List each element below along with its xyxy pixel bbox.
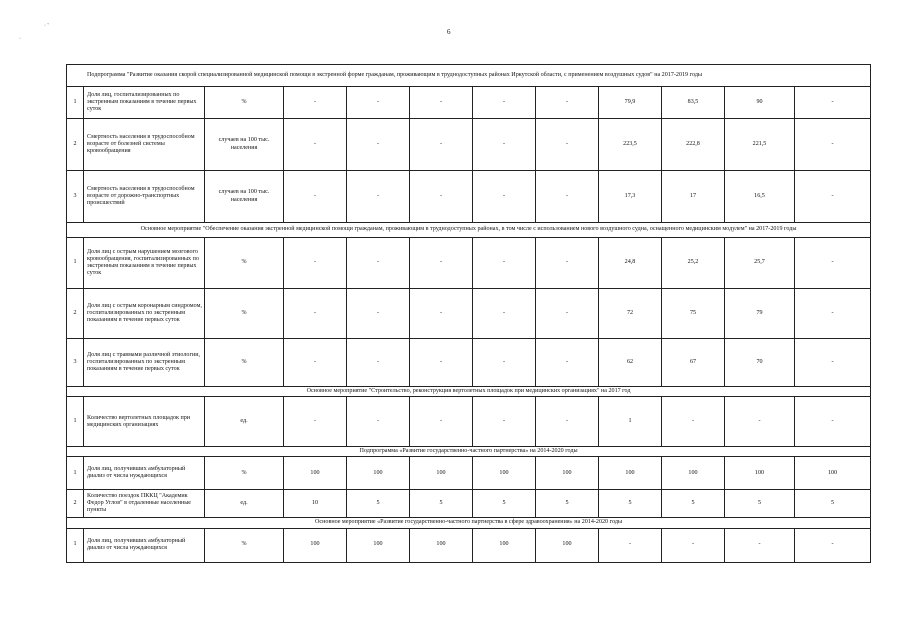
table-row (67, 171, 871, 223)
indicator-name: Смертность населения в трудоспособном возрасте от дорожно-транспортных происшествий (84, 171, 205, 223)
section-title: Основное мероприятие «Развитие государственно-частного партнерства в сфере здравоохранения» на 2014-2020 годы (67, 518, 871, 528)
value-cell: 16,5 (725, 171, 795, 223)
value-cell: - (795, 171, 871, 223)
value-cell: 223,5 (599, 119, 662, 171)
value-cell: - (347, 238, 410, 289)
row-number: 1 (67, 457, 84, 490)
value-cell: - (473, 238, 536, 289)
value-cell: - (725, 397, 795, 447)
value-cell: 222,8 (662, 119, 725, 171)
value-cell: - (795, 87, 871, 119)
indicators-table (66, 64, 871, 563)
value-cell: - (536, 171, 599, 223)
row-number: 3 (67, 171, 84, 223)
value-cell: - (795, 238, 871, 289)
value-cell: 100 (473, 457, 536, 490)
value-cell: 1 (599, 397, 662, 447)
value-cell: - (795, 339, 871, 387)
unit-cell: % (205, 339, 284, 387)
value-cell: - (795, 397, 871, 447)
indicator-name: Доля лиц с острым коронарным синдромом, госпитализированных по экстренным показаниям в течение первых суток (84, 289, 205, 339)
section-title: Подпрограмма "Развитие оказания скорой специализированной медицинской помощи в экстренной форме гражданам, проживающим в труднодоступных районах Иркутской области, с применением воздушных судов" на 2017-2019 годы (67, 65, 871, 87)
value-cell: - (284, 238, 347, 289)
value-cell: 25,2 (662, 238, 725, 289)
table-row (67, 457, 871, 490)
value-cell: 72 (599, 289, 662, 339)
value-cell: 10 (284, 490, 347, 518)
table-row (67, 490, 871, 518)
value-cell: 5 (347, 490, 410, 518)
row-number: 2 (67, 490, 84, 518)
value-cell: - (536, 397, 599, 447)
unit-cell: ед. (205, 397, 284, 447)
table-row (67, 289, 871, 339)
value-cell: 221,5 (725, 119, 795, 171)
value-cell: - (410, 289, 473, 339)
value-cell: 67 (662, 339, 725, 387)
page-number: 6 (447, 28, 451, 36)
indicator-name: Доля лиц с травмами различной этиологии, госпитализированных по экстренным показаниям в течение первых суток (84, 339, 205, 387)
value-cell: - (473, 119, 536, 171)
value-cell: 100 (536, 457, 599, 490)
unit-cell: случаев на 100 тыс. населения (205, 171, 284, 223)
value-cell: 100 (284, 457, 347, 490)
margin-mark: · (19, 36, 21, 42)
row-number: 1 (67, 528, 84, 562)
value-cell: - (410, 171, 473, 223)
unit-cell: ед. (205, 490, 284, 518)
row-number: 1 (67, 238, 84, 289)
value-cell: 70 (725, 339, 795, 387)
value-cell: 100 (473, 528, 536, 562)
value-cell: - (410, 339, 473, 387)
value-cell: 79,9 (599, 87, 662, 119)
indicator-name: Количество вертолетных площадок при медицинских организациях (84, 397, 205, 447)
table-row (67, 87, 871, 119)
value-cell: - (347, 87, 410, 119)
value-cell: - (284, 171, 347, 223)
value-cell: - (347, 289, 410, 339)
row-number: 2 (67, 119, 84, 171)
value-cell: - (662, 397, 725, 447)
value-cell: 100 (662, 457, 725, 490)
section-header-row (67, 223, 871, 238)
table-row (67, 397, 871, 447)
value-cell: 83,5 (662, 87, 725, 119)
value-cell: - (536, 339, 599, 387)
indicator-name: Доля лиц, госпитализированных по экстренным показаниям в течение первых суток (84, 87, 205, 119)
value-cell: 5 (473, 490, 536, 518)
value-cell: - (473, 87, 536, 119)
value-cell: 75 (662, 289, 725, 339)
value-cell: - (536, 238, 599, 289)
value-cell: 24,8 (599, 238, 662, 289)
indicator-name: Количество поездок ПККЦ "Академик Федор Углов" в отдаленные населенные пункты (84, 490, 205, 518)
value-cell: - (536, 289, 599, 339)
table-row (67, 119, 871, 171)
value-cell: - (410, 119, 473, 171)
value-cell: - (795, 119, 871, 171)
value-cell: 5 (795, 490, 871, 518)
value-cell: 5 (725, 490, 795, 518)
value-cell: - (284, 339, 347, 387)
indicator-name: Доля лиц с острым нарушением мозгового кровообращения, госпитализированных по экстренным показаниям в течение первых суток (84, 238, 205, 289)
value-cell: 17,3 (599, 171, 662, 223)
value-cell: 25,7 (725, 238, 795, 289)
row-number: 3 (67, 339, 84, 387)
row-number: 2 (67, 289, 84, 339)
value-cell: 90 (725, 87, 795, 119)
value-cell: - (725, 528, 795, 562)
indicator-name: Доля лиц, получивших амбулаторный диализ от числа нуждающихся (84, 528, 205, 562)
indicator-name: Доля лиц, получивших амбулаторный диализ от числа нуждающихся (84, 457, 205, 490)
value-cell: 5 (662, 490, 725, 518)
value-cell: - (536, 87, 599, 119)
unit-cell: % (205, 87, 284, 119)
table-body (67, 65, 871, 563)
value-cell: 100 (599, 457, 662, 490)
unit-cell: % (205, 289, 284, 339)
value-cell: 100 (536, 528, 599, 562)
row-number: 1 (67, 87, 84, 119)
section-header-row (67, 65, 871, 87)
value-cell: 17 (662, 171, 725, 223)
section-title: Основное мероприятие "Обеспечение оказания экстренной медицинской помощи гражданам, проживающим в труднодоступных районах, в том числе с использованием нового воздушного судна, оснащенного медицинским модулем" на 2017-2019 годы (67, 223, 871, 238)
value-cell: 5 (410, 490, 473, 518)
section-title: Подпрограмма «Развитие государственно-частного партнерства» на 2014-2020 годы (67, 447, 871, 457)
value-cell: 100 (347, 528, 410, 562)
value-cell: 5 (599, 490, 662, 518)
value-cell: - (410, 87, 473, 119)
value-cell: - (795, 289, 871, 339)
value-cell: - (347, 119, 410, 171)
section-title: Основное мероприятие "Строительство, реконструкция вертолетных площадок при медицинских организациях" на 2017 год (67, 387, 871, 397)
section-header-row (67, 387, 871, 397)
value-cell: - (410, 397, 473, 447)
value-cell: - (473, 289, 536, 339)
value-cell: 62 (599, 339, 662, 387)
value-cell: - (347, 397, 410, 447)
indicator-name: Смертность населения в трудоспособном возрасте от болезней системы кровообращения (84, 119, 205, 171)
unit-cell: случаев на 100 тыс. населения (205, 119, 284, 171)
value-cell: - (473, 339, 536, 387)
value-cell: - (284, 87, 347, 119)
unit-cell: % (205, 457, 284, 490)
value-cell: - (284, 289, 347, 339)
value-cell: 100 (725, 457, 795, 490)
value-cell: 100 (347, 457, 410, 490)
value-cell: - (536, 119, 599, 171)
row-number: 1 (67, 397, 84, 447)
value-cell: - (284, 397, 347, 447)
value-cell: - (599, 528, 662, 562)
value-cell: - (347, 171, 410, 223)
value-cell: - (662, 528, 725, 562)
value-cell: 100 (795, 457, 871, 490)
value-cell: 79 (725, 289, 795, 339)
table-row (67, 528, 871, 562)
section-header-row (67, 447, 871, 457)
unit-cell: % (205, 528, 284, 562)
margin-mark: · ' (44, 23, 49, 29)
value-cell: - (284, 119, 347, 171)
value-cell: 100 (410, 528, 473, 562)
table-row (67, 339, 871, 387)
value-cell: 5 (536, 490, 599, 518)
value-cell: - (473, 397, 536, 447)
value-cell: - (347, 339, 410, 387)
section-header-row (67, 518, 871, 528)
value-cell: 100 (410, 457, 473, 490)
unit-cell: % (205, 238, 284, 289)
value-cell: - (410, 238, 473, 289)
value-cell: - (795, 528, 871, 562)
value-cell: 100 (284, 528, 347, 562)
table-row (67, 238, 871, 289)
value-cell: - (473, 171, 536, 223)
